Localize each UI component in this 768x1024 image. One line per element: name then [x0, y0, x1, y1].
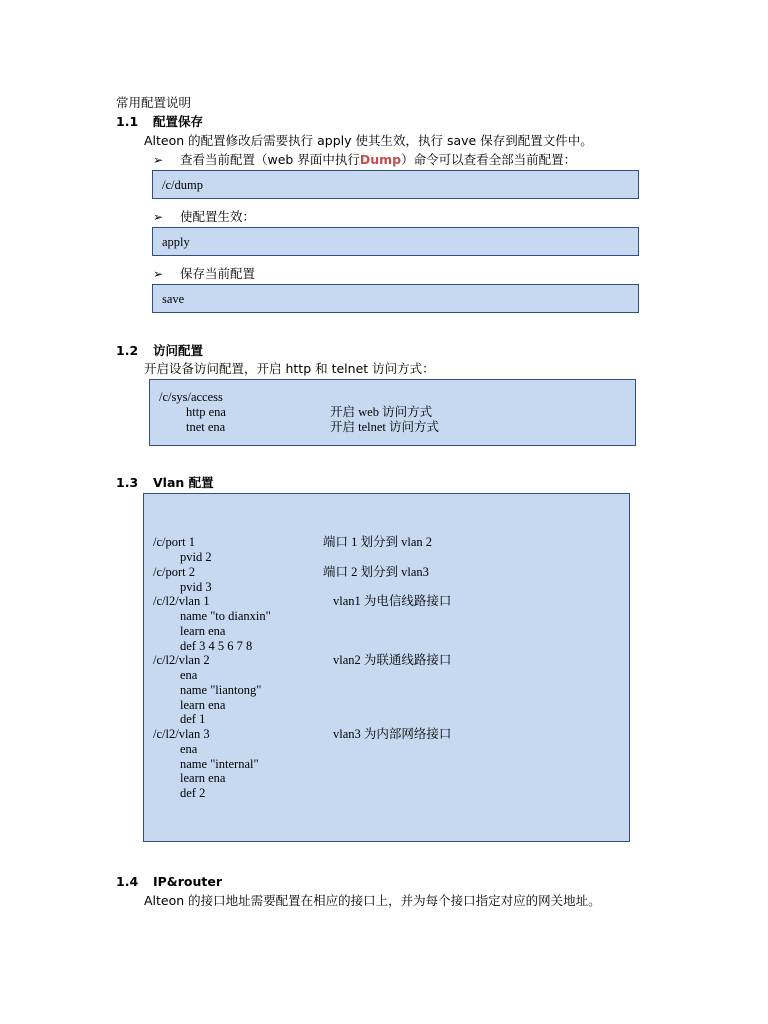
section-1-2-title: 访问配置 — [153, 343, 204, 358]
code-box-save — [152, 284, 639, 313]
section-1-4-number: 1.4 — [116, 874, 139, 889]
code-apply: apply — [162, 235, 190, 249]
doc-title: 常用配置说明 — [116, 95, 192, 110]
code-line: learn ena — [180, 624, 226, 638]
code-comment: vlan3 为内部网络接口 — [333, 727, 452, 741]
section-1-4-title: IP&router — [153, 874, 222, 889]
section-1-1-number: 1.1 — [116, 114, 139, 129]
section-1-2-intro: 开启设备访问配置，开启 http 和 telnet 访问方式： — [144, 361, 435, 376]
code-comment: 开启 web 访问方式 — [330, 405, 433, 419]
bullet-save: 保存当前配置 — [180, 266, 256, 281]
code-box-vlan — [143, 493, 630, 842]
arrow-bullet-icon: ➢ — [153, 153, 164, 167]
code-line: /c/l2/vlan 3 — [153, 727, 210, 741]
code-line: name "to dianxin" — [180, 609, 271, 623]
code-line: pvid 3 — [180, 580, 212, 594]
code-line: name "liantong" — [180, 683, 262, 697]
bullet-dump — [180, 152, 576, 168]
code-line: learn ena — [180, 771, 226, 785]
section-1-1-intro: Alteon 的配置修改后需要执行 apply 使其生效，执行 save 保存到配置文件中。 — [144, 133, 593, 148]
code-line: learn ena — [180, 698, 226, 712]
code-line: ena — [180, 742, 198, 756]
code-line: name "internal" — [180, 757, 259, 771]
code-comment: 开启 telnet 访问方式 — [330, 420, 440, 434]
code-box-access — [149, 379, 636, 446]
code-box-dump — [152, 170, 639, 199]
section-1-3-number: 1.3 — [116, 475, 139, 490]
section-1-1-title: 配置保存 — [153, 114, 204, 129]
code-comment: vlan2 为联通线路接口 — [333, 653, 452, 667]
code-comment: 端口 2 划分到 vlan3 — [323, 565, 429, 579]
code-line: /c/l2/vlan 2 — [153, 653, 210, 667]
section-1-3-title: Vlan 配置 — [153, 475, 214, 490]
code-line: def 2 — [180, 786, 206, 800]
code-comment: 端口 1 划分到 vlan 2 — [323, 535, 433, 549]
code-comment: vlan1 为电信线路接口 — [333, 594, 452, 608]
bullet-apply: 使配置生效： — [180, 209, 256, 224]
code-box-apply — [152, 227, 639, 256]
code-line: /c/l2/vlan 1 — [153, 594, 210, 608]
arrow-bullet-icon: ➢ — [153, 267, 164, 281]
code-dump: /c/dump — [162, 178, 203, 192]
code-line: ena — [180, 668, 198, 682]
arrow-bullet-icon: ➢ — [153, 210, 164, 224]
code-line: def 3 4 5 6 7 8 — [180, 639, 253, 653]
code-line: http ena — [186, 405, 226, 419]
section-1-2-number: 1.2 — [116, 343, 139, 358]
section-1-4-intro: Alteon 的接口地址需要配置在相应的接口上，并为每个接口指定对应的网关地址。 — [144, 893, 601, 908]
code-line: def 1 — [180, 712, 206, 726]
code-line: pvid 2 — [180, 550, 212, 564]
bullet-dump-pre: 查看当前配置（web 界面中执行 — [180, 152, 360, 167]
code-save: save — [162, 292, 185, 306]
dump-keyword: Dump — [359, 152, 402, 167]
code-line: /c/sys/access — [159, 390, 223, 404]
bullet-dump-post: ）命令可以查看全部当前配置： — [401, 152, 577, 167]
code-line: tnet ena — [186, 420, 226, 434]
code-line: /c/port 1 — [153, 535, 196, 549]
code-line: /c/port 2 — [153, 565, 196, 579]
